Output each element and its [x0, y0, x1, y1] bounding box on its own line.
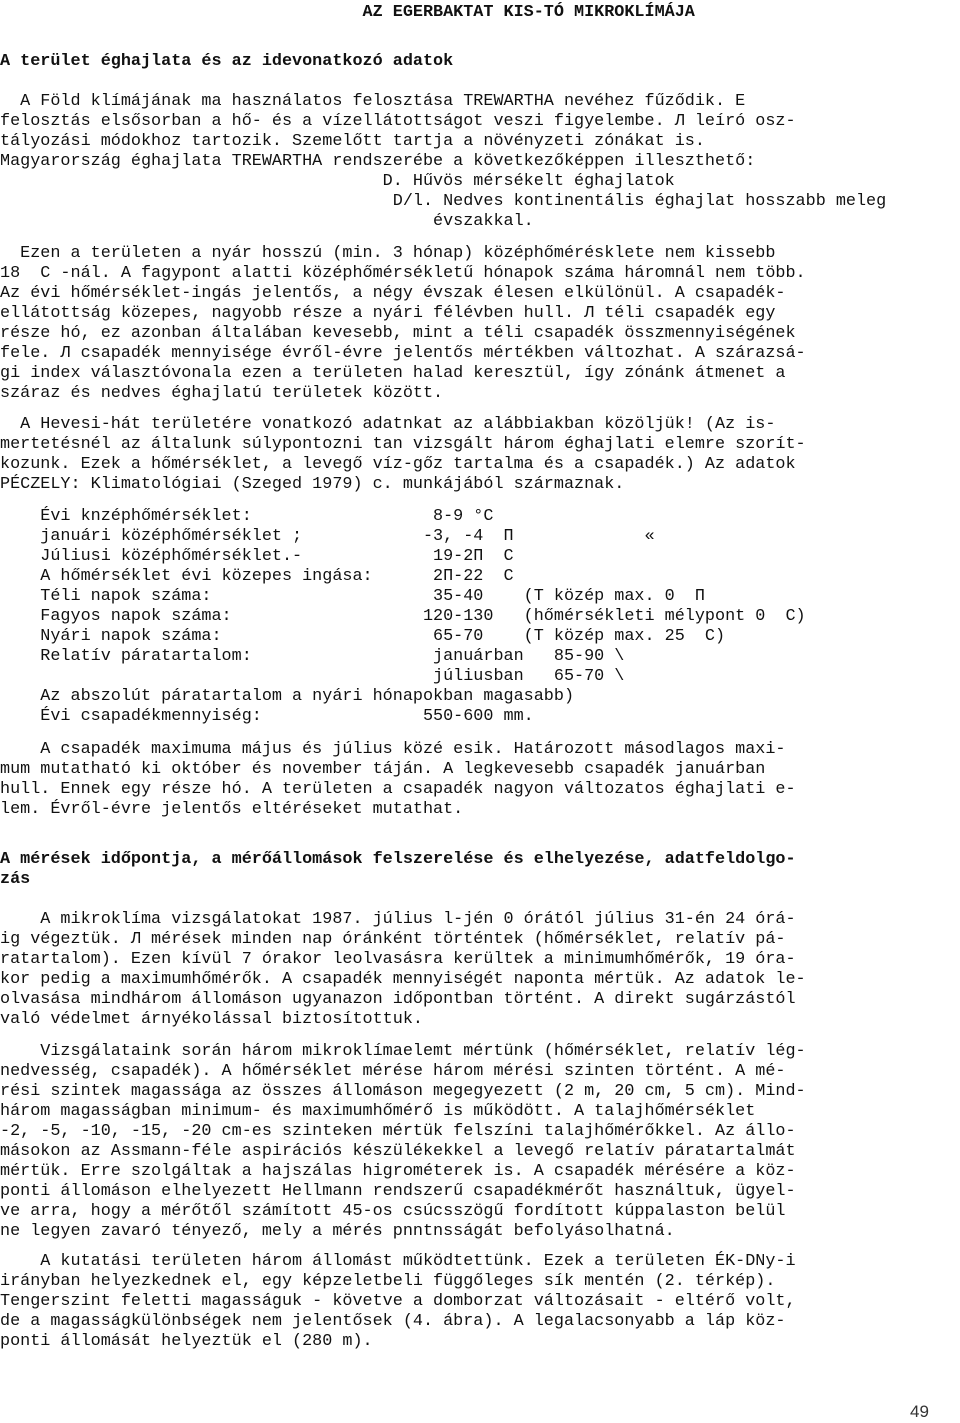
climate-data-table-line: júliusban 65-70 \ — [0, 667, 625, 686]
paragraph-line: Magyarország éghajlata TREWARTHA rendszerébe a következőképpen illeszthető: — [0, 152, 756, 171]
paragraph-line: irányban helyezkednek el, egy képzeletbeli függőleges sík mentén (2. térkép). — [0, 1272, 776, 1291]
paragraph-line: A mikroklíma vizsgálatokat 1987. július l-jén 0 órától július 31-én 24 órá- — [0, 910, 796, 929]
climate-data-table-line: Relatív páratartalom: januárban 85-90 \ — [0, 647, 625, 666]
paragraph-line: ponti állomását helyeztük el (280 m). — [0, 1332, 373, 1351]
paragraph-line: tályozási módokhoz tartozik. Szemelőtt tartja a növényzeti zónákat is. — [0, 132, 705, 151]
paragraph-line: rési szintek magassága az összes állomáson megegyezett (2 m, 20 cm, 5 cm). Mind- — [0, 1082, 806, 1101]
paragraph-line: olvasása mindhárom állomáson ugyanazon időpontban történt. A direkt sugárzástól — [0, 990, 796, 1009]
paragraph-line: Vizsgálataink során három mikroklímaelemt mértünk (hőmérséklet, relatív lég- — [0, 1042, 806, 1061]
paragraph-line: kozunk. Ezek a hőmérséklet, a levegő víz-gőz tartalma és a csapadék.) Az adatok — [0, 455, 796, 474]
paragraph-line: A csapadék maximuma május és július közé esik. Határozott másodlagos maxi- — [0, 740, 786, 759]
paragraph-line: mertetésnél az általunk súlypontozni tan vizsgált három éghajlati elemre szorít- — [0, 435, 806, 454]
paragraph-line: A Föld klímájának ma használatos felosztása TREWARTHA nevéhez fűződik. E — [0, 92, 746, 111]
paragraph-line: ne legyen zavaró tényező, mely a mérés pnntnsságát befolyásolhatná. — [0, 1222, 675, 1241]
paragraph-line: évszakkal. — [0, 212, 534, 231]
section-heading-line: zás — [0, 870, 31, 889]
paragraph-line: három magasságban minimum- és maximumhőmérő is működött. A talajhőmérséklet — [0, 1102, 756, 1121]
paragraph-line: -2, -5, -10, -15, -20 cm-es szinteken mértük felszíni talajhőmérőkkel. Az állo- — [0, 1122, 796, 1141]
paragraph-line: A Hevesi-hát területére vonatkozó adatnkat az alábbiakban közöljük! (Az is- — [0, 415, 776, 434]
paragraph-line: ratartalom). Ezen kívül 7 órakor leolvasásra kerültek a minimumhőmérők, 19 óra- — [0, 950, 796, 969]
paragraph-line: fele. Л csapadék mennyisége évről-évre jelentős mértékben változhat. A szárazsá- — [0, 344, 806, 363]
paragraph-line: másokon az Assmann-féle aspirációs készülékekkel a levegő relatív páratartalmát — [0, 1142, 796, 1161]
paragraph-line: nedvesség, csapadék). A hőmérséklet mérése három mérési szinten történt. A mé- — [0, 1062, 786, 1081]
paragraph-line: ig végeztük. Л mérések minden nap óránként történtek (hőmérséklet, relatív pá- — [0, 930, 786, 949]
climate-data-table-line: A hőmérséklet évi közepes ingása: 2П-22 С — [0, 567, 514, 586]
climate-data-table-line: Évi csapadékmennyiség: 550-600 mm. — [0, 707, 534, 726]
paragraph-line: Ezen a területen a nyár hosszú (min. 3 hónap) középhőmérésklete nem kissebb — [0, 244, 776, 263]
paragraph-line: de a magasságkülönbségek nem jelentősek (4. ábra). A legalacsonyabb a láp köz- — [0, 1312, 786, 1331]
climate-data-table-line: januári középhőmérséklet ; -3, -4 П « — [0, 527, 655, 546]
climate-data-table-line: Fagyos napok száma: 120-130 (hőmérsékleti mélypont 0 C) — [0, 607, 806, 626]
climate-data-table-line: Nyári napok száma: 65-70 (T közép max. 25 C) — [0, 627, 726, 646]
paragraph-line: mértük. Erre szolgáltak a hajszálas higrométerek is. A csapadék mérésére a köz- — [0, 1162, 796, 1181]
paragraph-line: felosztás elsősorban a hő- és a vízellátottságot veszi figyelembe. Л leíró osz- — [0, 112, 796, 131]
paragraph-line: száraz és nedves éghajlatú területek között. — [0, 384, 444, 403]
paragraph-line: kor pedig a maximumhőmérők. A csapadék mennyiségét naponta mértük. Az adatok le- — [0, 970, 806, 989]
page-number: 49 — [910, 1402, 929, 1421]
paragraph-line: lem. Évről-évre jelentős eltéréseket mutathat. — [0, 800, 464, 819]
climate-data-table-line: Téli napok száma: 35-40 (T közép max. 0 П — [0, 587, 705, 606]
section-heading-line: A mérések időpontja, a mérőállomások felszerelése és elhelyezése, adatfeldolgo- — [0, 850, 796, 869]
climate-data-table-line: Évi knzéphőmérséklet: 8-9 °C — [0, 507, 494, 526]
climate-data-table-line: Júliusi középhőmérséklet.- 19-2П С — [0, 547, 514, 566]
paragraph-line: PÉCZELY: Klimatológiai (Szeged 1979) c. munkájából származnak. — [0, 475, 625, 494]
paragraph-line: 18 C -nál. A fagypont alatti középhőmérsékletű hónapok száma háromnál nem több. — [0, 264, 806, 283]
paragraph-line: ellátottság közepes, nagyobb része a nyári félévben hull. Л téli csapadék egy — [0, 304, 776, 323]
paragraph-line: A kutatási területen három állomást működtettünk. Ezek a területen ÉK-DNy-i — [0, 1252, 796, 1271]
paragraph-line: D/l. Nedves kontinentális éghajlat hosszabb meleg — [0, 192, 887, 211]
paragraph-line: ponti állomáson elhelyezett Hellmann rendszerű csapadékmérőt használtuk, ügyel- — [0, 1182, 796, 1201]
paragraph-line: hull. Ennek egy része hó. A területen a csapadék nagyon változatos éghajlati e- — [0, 780, 796, 799]
paragraph-line: D. Hűvös mérsékelt éghajlatok — [0, 172, 675, 191]
section-heading-line: A terület éghajlata és az idevonatkozó adatok — [0, 52, 454, 71]
document-title-line: AZ EGERBAKTAT KIS-TÓ MIKROKLÍMÁJA — [0, 3, 695, 22]
paragraph-line: való védelmet árnyékolással biztosítottuk. — [0, 1010, 423, 1029]
paragraph-line: része hó, ez azonban általában kevesebb, mint a téli csapadék összmennyiségének — [0, 324, 796, 343]
paragraph-line: ve arra, hogy a mérőtől számított 45-os csúcsszögű fordított kúppalaston belül — [0, 1202, 786, 1221]
climate-data-table-line: Az abszolút páratartalom a nyári hónapokban magasabb) — [0, 687, 575, 706]
paragraph-line: Tengerszint feletti magasságuk - követve a domborzat változásait - eltérő volt, — [0, 1292, 796, 1311]
paragraph-line: mum mutatható ki október és november táján. A legkevesebb csapadék januárban — [0, 760, 766, 779]
paragraph-line: Az évi hőmérséklet-ingás jelentős, a négy évszak élesen elkülönül. A csapadék- — [0, 284, 786, 303]
paragraph-line: gi index választóvonala ezen a területen halad keresztül, így zónánk átmenet a — [0, 364, 786, 383]
